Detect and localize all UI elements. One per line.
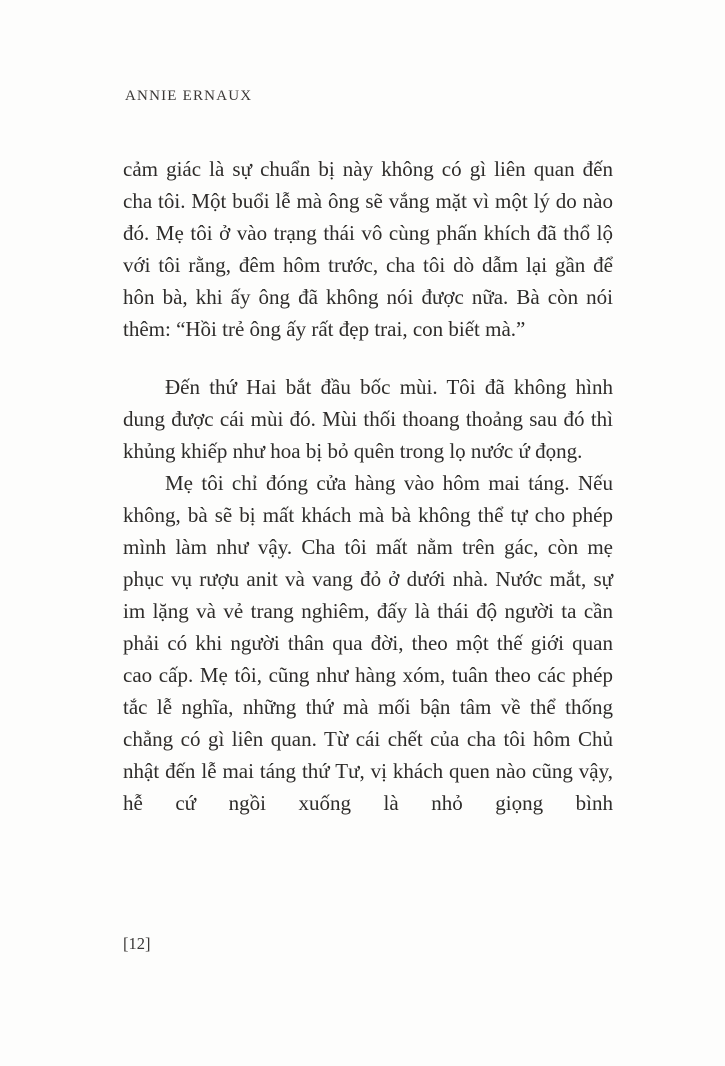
- page-number: [12]: [123, 934, 151, 953]
- running-header-author: ANNIE ERNAUX: [125, 88, 253, 104]
- paragraph: Mẹ tôi chỉ đóng cửa hàng vào hôm mai táng. Nếu không, bà sẽ bị mất khách mà bà không thể tự cho phép mình làm như vậy. Cha tôi mất nằm trên gác, còn mẹ phục vụ rượu anit và vang đỏ ở dưới nhà. Nước mắt, sự im lặng và vẻ trang nghiêm, đấy là thái độ người ta cần phải có khi người thân qua đời, theo một thế giới quan cao cấp. Mẹ tôi, cũng như hàng xóm, tuân theo các phép tắc lễ nghĩa, những thứ mà mối bận tâm về thể thống chẳng có gì liên quan. Từ cái chết của cha tôi hôm Chủ nhật đến lễ mai táng thứ Tư, vị khách quen nào cũng vậy, hễ cứ ngồi xuống là nhỏ giọng bình: [123, 471, 613, 815]
- paragraph: Đến thứ Hai bắt đầu bốc mùi. Tôi đã không hình dung được cái mùi đó. Mùi thối thoang thoảng sau đó thì khủng khiếp như hoa bị bỏ quên trong lọ nước ứ đọng.: [123, 375, 613, 463]
- paragraph: cảm giác là sự chuẩn bị này không có gì liên quan đến cha tôi. Một buổi lễ mà ông sẽ vắng mặt vì một lý do nào đó. Mẹ tôi ở vào trạng thái vô cùng phấn khích đã thổ lộ với tôi rằng, đêm hôm trước, cha tôi dò dẫm lại gần để hôn bà, khi ấy ông đã không nói được nữa. Bà còn nói thêm: “Hồi trẻ ông ấy rất đẹp trai, con biết mà.”: [123, 157, 613, 341]
- body-text: [123, 153, 613, 819]
